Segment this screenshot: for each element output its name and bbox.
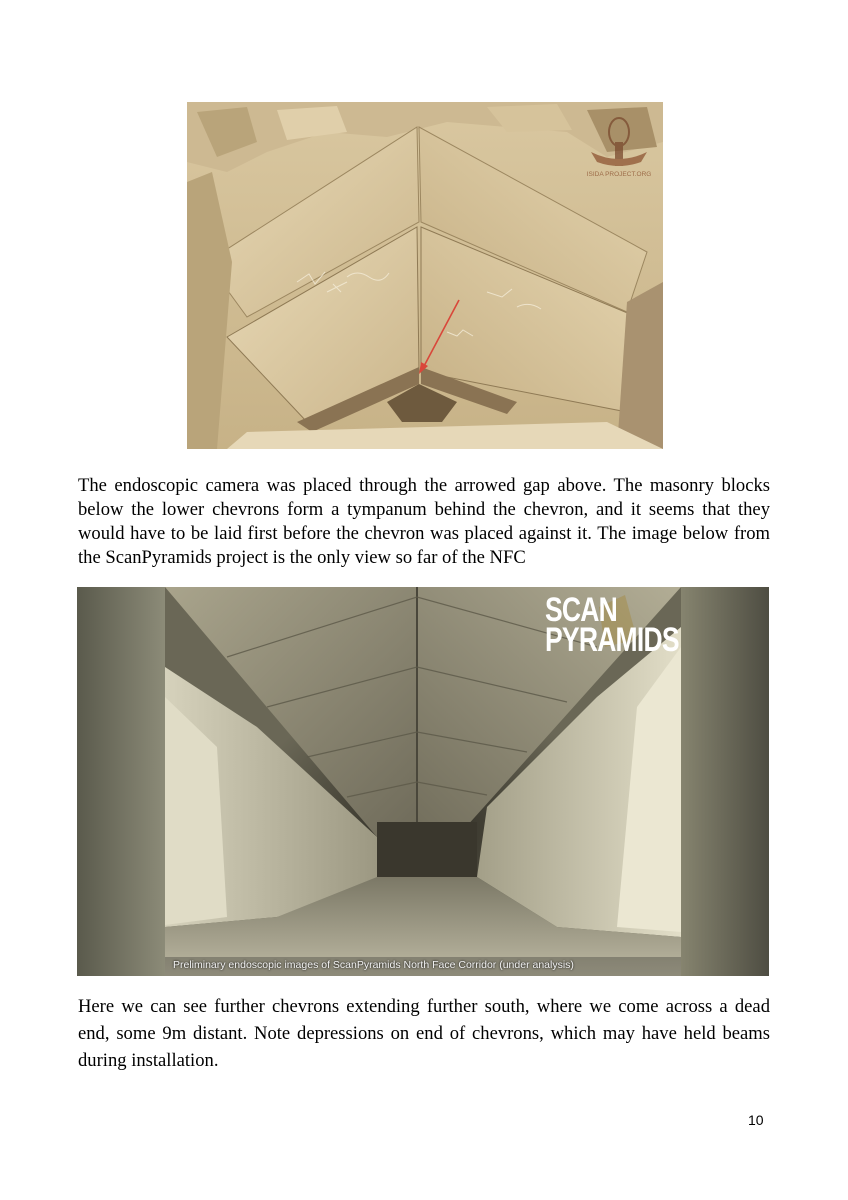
page-number: 10 xyxy=(748,1112,764,1128)
watermark-text: ISIDA PROJECT.ORG xyxy=(586,171,652,178)
logo-line-1: SCAN xyxy=(545,591,618,629)
photo-caption: Preliminary endoscopic images of ScanPyramids North Face Corridor (under analysis) xyxy=(173,959,574,971)
paragraph-2: Here we can see further chevrons extending further south, where we come across a dead end, some 9m distant. Note depressions on end of chevrons, which may have held beams during installation. xyxy=(78,996,770,1071)
logo-line-2: PYRAMIDS xyxy=(545,621,679,659)
scanpyramids-logo xyxy=(545,591,685,659)
paragraph-1: The endoscopic camera was placed through the arrowed gap above. The masonry blocks below the lower chevrons form a tympanum behind the chevron, and it seems that they would have to be laid first before the chevron was placed against it. The image below from the ScanPyramids project is the only view so far of the NFC xyxy=(78,475,770,568)
chevron-blocks-photo xyxy=(187,102,663,449)
corridor-photo xyxy=(77,587,769,976)
